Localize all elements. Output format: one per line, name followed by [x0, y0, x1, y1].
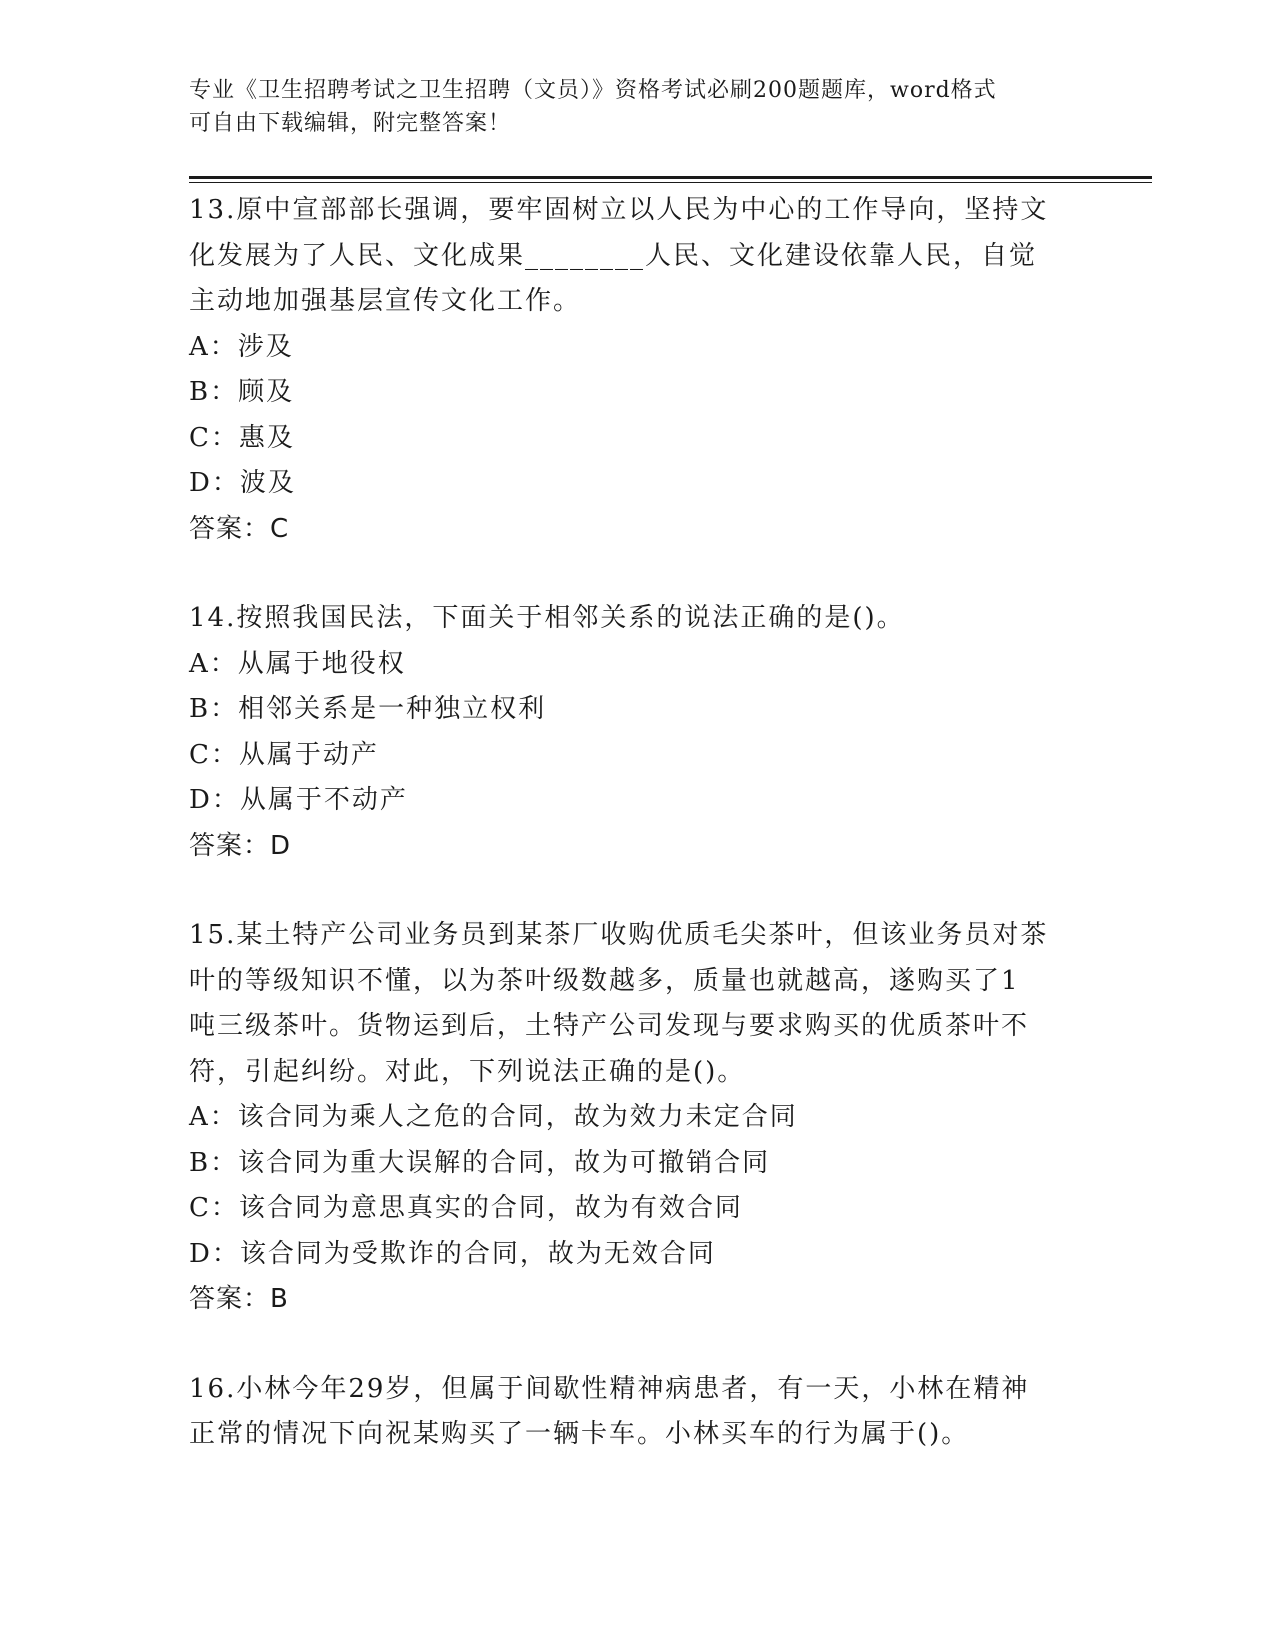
question-text-line: 13.原中宣部部长强调，要牢固树立以人民为中心的工作导向，坚持文: [189, 195, 1049, 225]
question-text-line: 15.某土特产公司业务员到某茶厂收购优质毛尖茶叶，但该业务员对茶: [189, 920, 1049, 950]
question-text-line: 叶的等级知识不懂，以为茶叶级数越多，质量也就越高，遂购买了1: [189, 965, 1020, 996]
question-text-line: 16.小林今年29岁，但属于间歇性精神病患者，有一天，小林在精神: [189, 1373, 1030, 1404]
question-list: [189, 188, 1089, 1502]
option-a: A：该合同为乘人之危的合同，故为效力未定合同: [189, 1102, 798, 1132]
answer-label: 答案：C: [189, 513, 290, 544]
header-divider-thick: [189, 176, 1152, 179]
option-b: B：顾及: [189, 377, 295, 407]
question-text-line: 化发展为了人民、文化成果________人民、文化建设依靠人民，自觉: [189, 240, 1038, 271]
question-text: [189, 1367, 1089, 1458]
question-15: [189, 913, 1089, 1323]
option-a: A：涉及: [189, 331, 294, 362]
question-text: [189, 913, 1089, 1095]
answer-label: 答案：D: [189, 830, 292, 861]
question-text-line: 符，引起纠纷。对此，下列说法正确的是()。: [189, 1056, 746, 1087]
header-divider-thin: [189, 182, 1152, 183]
question-14: [189, 596, 1089, 869]
header-line-1: 专业《卫生招聘考试之卫生招聘（文员）》资格考试必刷200题题库，word格式: [189, 78, 997, 103]
question-text-line: 吨三级茶叶。货物运到后，土特产公司发现与要求购买的优质茶叶不: [189, 1011, 1030, 1041]
option-c: C：从属于动产: [189, 739, 379, 770]
option-c: C：该合同为意思真实的合同，故为有效合同: [189, 1193, 743, 1223]
question-text-line: 主动地加强基层宣传文化工作。: [189, 286, 582, 316]
question-text-line: 14.按照我国民法，下面关于相邻关系的说法正确的是()。: [189, 603, 905, 633]
option-d: D：该合同为受欺诈的合同，故为无效合同: [189, 1238, 716, 1269]
document-header: [189, 74, 1089, 140]
option-d: D：从属于不动产: [189, 785, 408, 815]
option-b: B：相邻关系是一种独立权利: [189, 694, 547, 724]
question-13: [189, 188, 1089, 552]
option-b: B：该合同为重大误解的合同，故为可撤销合同: [189, 1147, 771, 1178]
question-text-line: 正常的情况下向祝某购买了一辆卡车。小林买车的行为属于()。: [189, 1419, 970, 1449]
header-line-2: 可自由下载编辑，附完整答案！: [189, 111, 512, 136]
option-a: A：从属于地役权: [189, 648, 406, 679]
question-text: [189, 596, 1089, 642]
option-c: C：惠及: [189, 422, 295, 453]
answer-label: 答案：B: [189, 1284, 289, 1314]
question-16: [189, 1367, 1089, 1458]
option-d: D：波及: [189, 468, 296, 498]
question-text: [189, 188, 1089, 325]
